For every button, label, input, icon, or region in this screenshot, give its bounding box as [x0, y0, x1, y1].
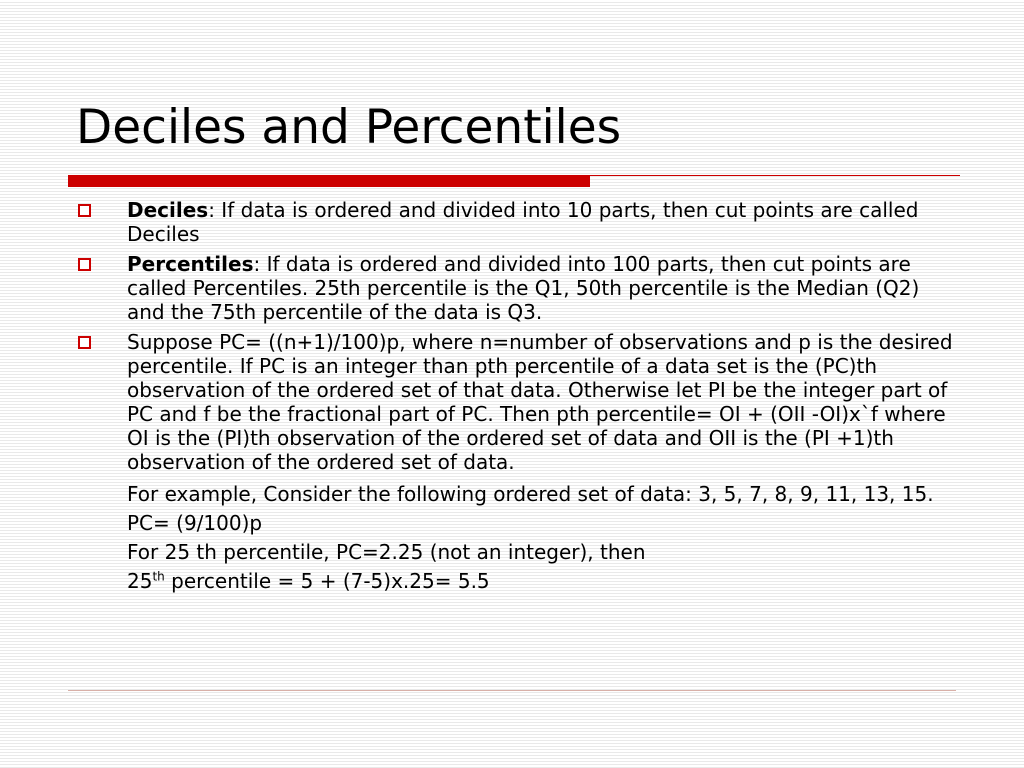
hollow-square-icon — [78, 258, 91, 271]
result-superscript: th — [152, 569, 165, 584]
slide-body — [76, 198, 956, 596]
result-number: 25 — [127, 569, 153, 593]
bullet-percentiles — [76, 252, 956, 324]
result-text: percentile = 5 + (7-5)x.25= 5.5 — [164, 569, 490, 593]
bullet-text: : If data is ordered and divided into 10 parts, then cut points are called Deciles — [127, 198, 919, 246]
bullet-text: : If data is ordered and divided into 100 parts, then cut points are called Percentiles. 25th percentile is the Q1, 50th percentile is the Median (Q2) and the 75th percentile of the data is Q3. — [127, 252, 920, 324]
bullet-text: Suppose PC= ((n+1)/100)p, where n=number of observations and p is the desired percentile. If PC is an integer than pth percentile of a data set is the (PC)th observation of the ordered set of that data. Otherwise let PI be the integer part of PC and f be the fractional part of PC. Then pth percentile= OI + (OII -OI)x`f where OI is the (PI)th observation of the ordered set of data and OII is the (PI +1)th observation of the ordered set of data. — [127, 330, 953, 474]
slide-title: Deciles and Percentiles — [76, 100, 622, 155]
title-underline-accent — [68, 175, 590, 187]
bullet-term: Deciles — [127, 198, 209, 222]
hollow-square-icon — [78, 336, 91, 349]
example-line: For 25 th percentile, PC=2.25 (not an integer), then — [127, 540, 646, 564]
example-line: PC= (9/100)p — [127, 511, 263, 535]
footer-divider — [68, 690, 956, 691]
bullet-formula — [76, 330, 956, 474]
title-underline-thin — [590, 175, 960, 176]
bullet-deciles — [76, 198, 956, 246]
example-result-line — [76, 567, 956, 596]
bullet-term: Percentiles — [127, 252, 254, 276]
example-line: For example, Consider the following ordered set of data: 3, 5, 7, 8, 9, 11, 13, 15. — [127, 482, 934, 506]
hollow-square-icon — [78, 204, 91, 217]
